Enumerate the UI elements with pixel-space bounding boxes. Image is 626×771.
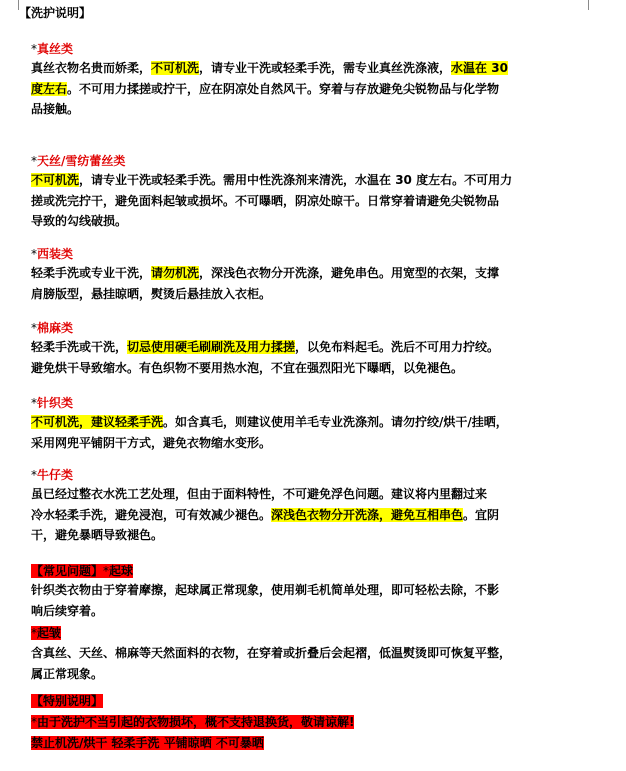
bullet-star: * (31, 154, 37, 168)
section-tencel (31, 152, 571, 232)
text-run: 导致的勾线破损。 (31, 214, 128, 228)
heading-text: 天丝/雪纺蕾丝类 (37, 154, 126, 168)
wrinkle-heading: 起皱 (37, 626, 62, 640)
highlighted-text: 度左右 (31, 81, 68, 96)
special-line-2 (31, 732, 571, 753)
paragraph (31, 58, 571, 120)
highlighted-text: 水温在 30 (451, 61, 508, 75)
text-run: 采用网兜平铺阴干方式，避免衣物缩水变形。 (31, 435, 272, 450)
paragraph (31, 263, 571, 304)
highlighted-text: 切忌使用硬毛刷刷洗及用力揉搓 (127, 340, 296, 354)
text-run: 轻柔手洗或专业干洗， (31, 266, 152, 280)
text-run: ，请专业干洗或轻柔手洗。需用中性洗涤剂来清洗，水温在 30 度左右。不可用力 (79, 173, 513, 187)
wrinkle-heading-line: *起皱 (31, 626, 62, 640)
highlighted-text: 深浅色衣物分开洗涤，避免互相串色 (271, 507, 464, 522)
faq-tag: 【常见问题】 (31, 564, 104, 578)
special-heading-line (31, 690, 571, 711)
bullet-star: * (31, 321, 37, 335)
bullet-star: * (31, 247, 37, 261)
section-suit (31, 245, 571, 304)
text-run: 搓或洗完拧干，避免面料起皱或损坏。不可曝晒，阴凉处晾干。日常穿着请避免尖锐物品 (31, 193, 500, 208)
paragraph (31, 484, 571, 546)
section-heading (31, 152, 571, 170)
text-run: 避免烘干导致缩水。有色织物不要用热水泡，不宜在强烈阳光下曝晒，以免褪色。 (31, 360, 464, 375)
text-run: 含真丝、天丝、棉麻等天然面料的衣物，在穿着或折叠后会起褶，低温熨烫即可恢复平整， (31, 646, 512, 660)
paragraph (31, 337, 571, 378)
text-run: ，以免布料起毛。洗后不可用力拧绞。 (295, 340, 500, 354)
highlighted-text: 不可机洗 (151, 61, 200, 75)
text-run: 冷水轻柔手洗，避免浸泡，可有效减少褪色。 (31, 507, 272, 522)
text-run: 属正常现象。 (31, 666, 104, 681)
heading-text: 牛仔类 (37, 468, 74, 482)
bullet-star: * (31, 396, 37, 410)
paragraph (31, 643, 571, 684)
paragraph (31, 580, 571, 621)
highlighted-text: 请勿机洗 (151, 266, 200, 280)
text-run: ，请专业干洗或轻柔手洗，需专业真丝洗涤液， (199, 61, 452, 75)
bullet-star: * (31, 468, 37, 482)
heading-text: 棉麻类 (37, 321, 74, 335)
section-denim (31, 466, 571, 546)
text-run: 虽已经过整衣水洗工艺处理，但由于面料特性，不可避免浮色问题。建议将内里翻过来 (31, 487, 488, 501)
section-knit (31, 394, 571, 453)
pilling-heading: 起球 (109, 564, 134, 578)
section-heading (31, 40, 571, 58)
text-run: 真丝衣物名贵而娇柔， (31, 61, 152, 75)
text-run: ，深浅色衣物分开洗涤，避免串色。用宽型的衣架，支撑 (199, 266, 500, 280)
section-special (31, 690, 571, 753)
page-title: 【洗护说明】 (19, 6, 92, 20)
section-heading (31, 394, 571, 412)
heading-text: 真丝类 (37, 42, 74, 56)
text-run: 。宜阴 (463, 507, 500, 522)
highlighted-text: 不可机洗，建议轻柔手洗 (31, 415, 164, 429)
bullet-star: * (31, 42, 37, 56)
special-text: 由于洗护不当引起的衣物损坏，概不支持退换货，敬请谅解! (37, 715, 355, 729)
text-run: 品接触。 (31, 102, 80, 116)
special-tag: 【特别说明】 (31, 694, 104, 708)
paragraph (31, 412, 571, 453)
section-cotton-linen (31, 319, 571, 378)
heading-text: 西装类 (37, 247, 74, 261)
text-run: 针织类衣物由于穿着摩擦，起球属正常现象，使用剃毛机简单处理，即可轻松去除，不影 (31, 583, 500, 597)
text-run: 肩膀版型，悬挂晾晒，熨烫后悬挂放入衣柜。 (31, 286, 272, 301)
faq-heading-line: 【常见问题】*起球 (31, 564, 134, 578)
section-faq (31, 561, 571, 684)
heading-text: 针织类 (37, 396, 74, 410)
text-run: 。不可用力揉搓或拧干，应在阴凉处自然风干。穿着与存放避免尖锐物品与化学物 (67, 81, 500, 96)
section-heading (31, 245, 571, 263)
page-corner-mark (578, 0, 589, 10)
paragraph (31, 170, 571, 232)
highlighted-text: 不可机洗 (31, 173, 80, 187)
care-title-block (19, 4, 571, 22)
text-run: 轻柔手洗或干洗， (31, 340, 128, 354)
section-heading (31, 466, 571, 484)
section-heading (31, 319, 571, 337)
text-run: 。如含真毛，则建议使用羊毛专业洗涤剂。请勿拧绞/烘干/挂晒， (163, 415, 508, 429)
special-text: 禁止机洗/烘干 轻柔手洗 平铺晾晒 不可暴晒 (31, 736, 264, 750)
section-silk (31, 40, 571, 120)
special-line-1: *由于洗护不当引起的衣物损坏，概不支持退换货，敬请谅解! (31, 715, 355, 729)
text-run: 响后续穿着。 (31, 603, 104, 618)
text-run: 干，避免暴晒导致褪色。 (31, 528, 164, 542)
